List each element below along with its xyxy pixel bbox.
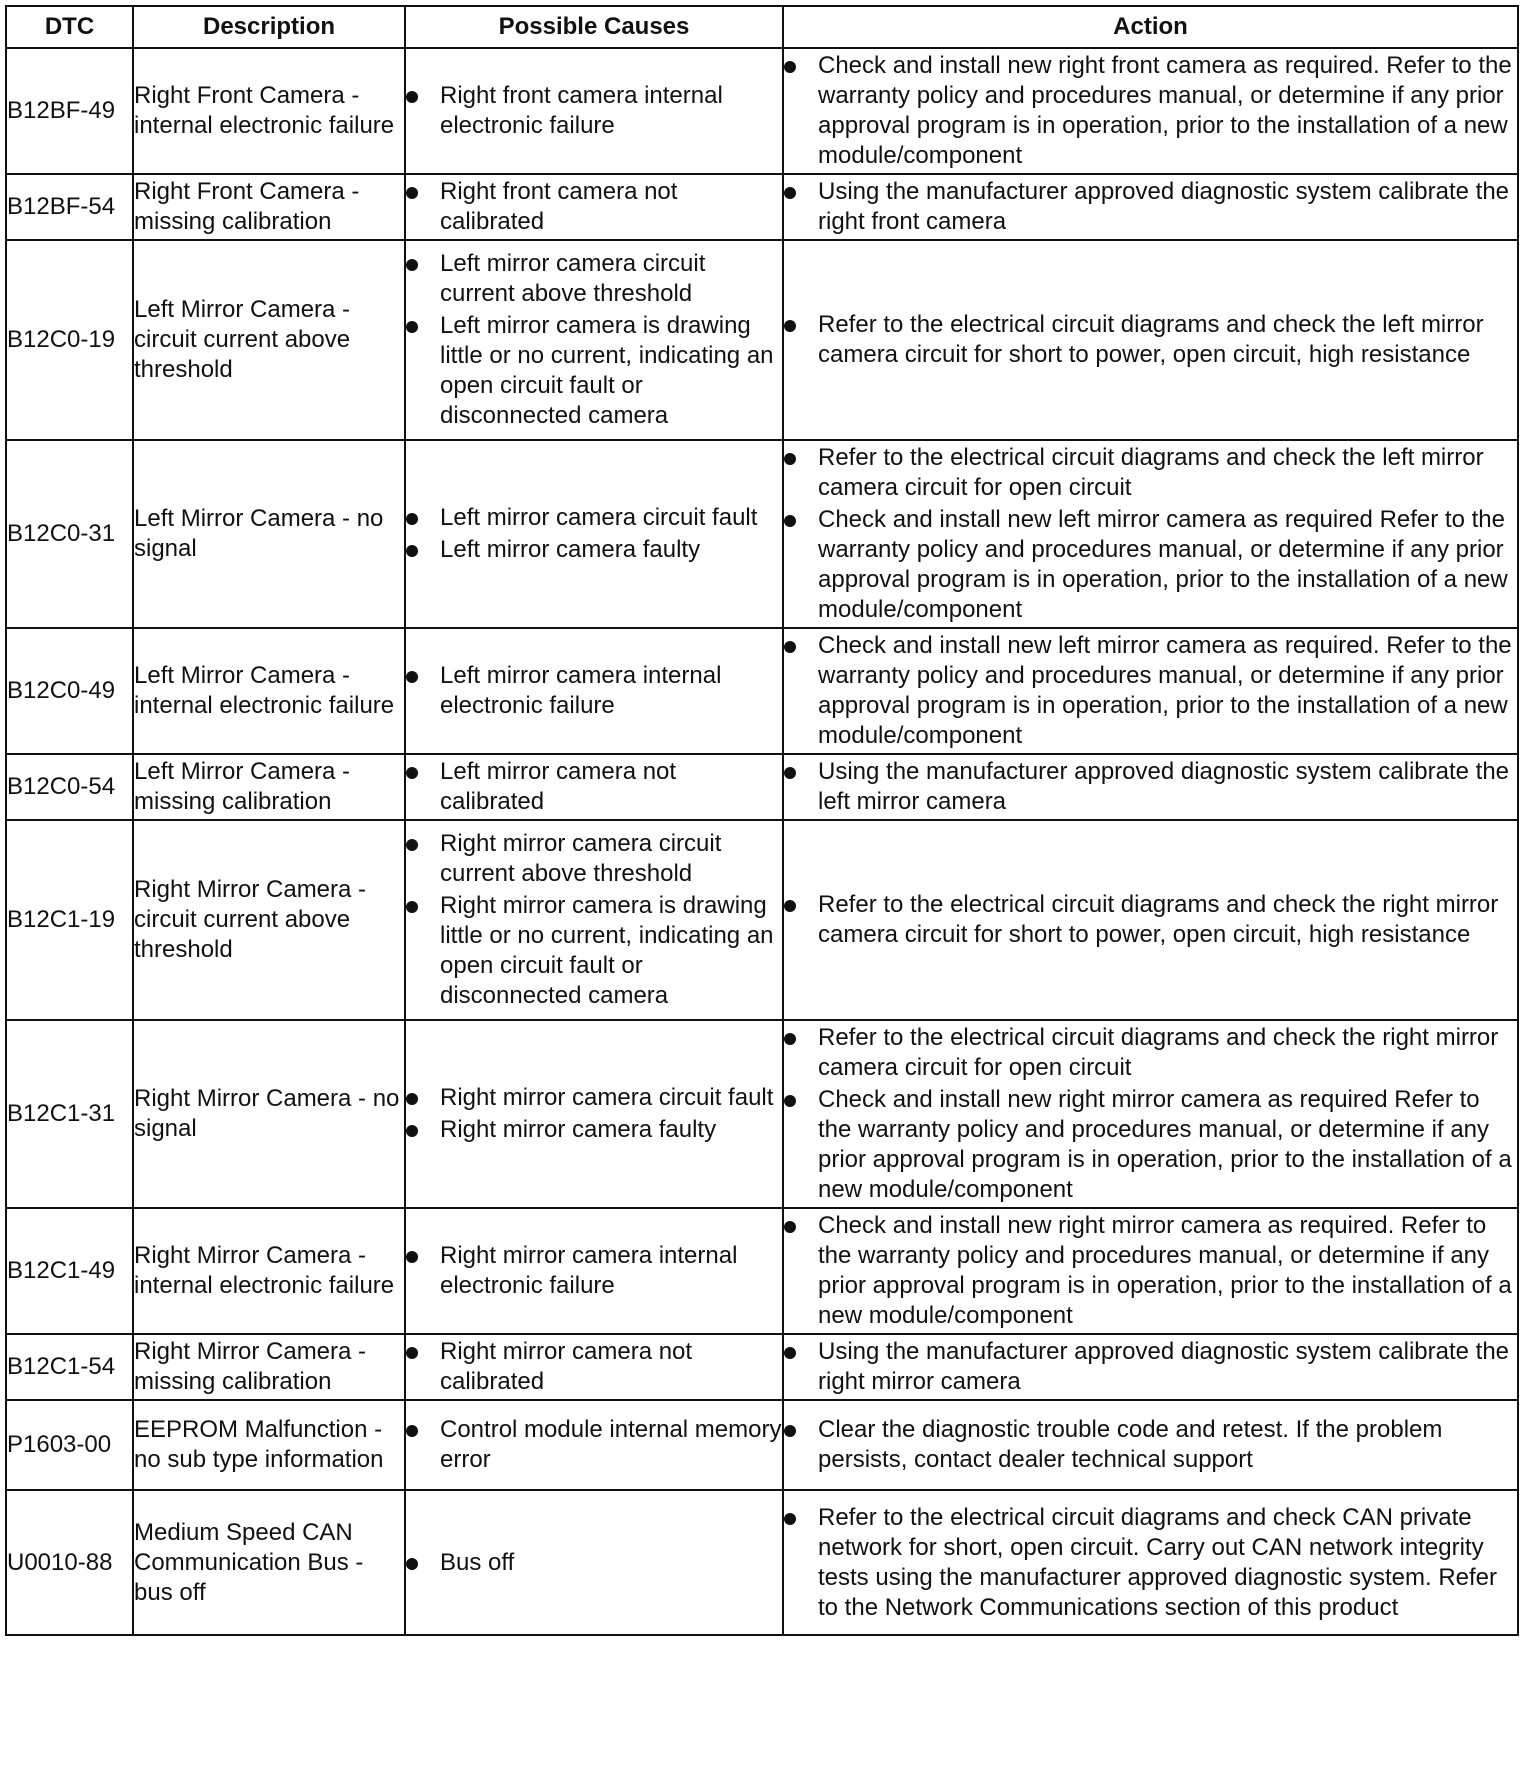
- action-cell: [783, 628, 1518, 754]
- action-item: Clear the diagnostic trouble code and retest. If the problem persists, contact dealer technical support: [784, 1415, 1517, 1475]
- actions-list: [784, 1337, 1517, 1397]
- dtc-description: Right Mirror Camera - no signal: [133, 1020, 405, 1208]
- dtc-code: B12C0-49: [6, 628, 133, 754]
- actions-list: [784, 757, 1517, 817]
- possible-causes-cell: [405, 628, 783, 754]
- table-row: [6, 628, 1518, 754]
- dtc-code: B12C1-19: [6, 820, 133, 1020]
- causes-list: [406, 249, 782, 431]
- header-row: [6, 6, 1518, 48]
- table-row: [6, 440, 1518, 628]
- table-row: [6, 240, 1518, 440]
- header-dtc: DTC: [6, 6, 133, 48]
- dtc-description: EEPROM Malfunction - no sub type information: [133, 1400, 405, 1490]
- dtc-description: Right Mirror Camera - circuit current above threshold: [133, 820, 405, 1020]
- causes-list: [406, 829, 782, 1011]
- dtc-code: B12C0-54: [6, 754, 133, 820]
- cause-item: Right mirror camera circuit current above threshold: [406, 829, 782, 889]
- table-row: [6, 1334, 1518, 1400]
- actions-list: [784, 177, 1517, 237]
- possible-causes-cell: [405, 1334, 783, 1400]
- causes-list: [406, 81, 782, 141]
- cause-item: Left mirror camera not calibrated: [406, 757, 782, 817]
- possible-causes-cell: [405, 754, 783, 820]
- possible-causes-cell: [405, 1020, 783, 1208]
- action-item: Check and install new right front camera as required. Refer to the warranty policy and procedures manual, or determine if any prior approval program is in operation, prior to the installation of a new module/component: [784, 51, 1517, 171]
- table-row: [6, 48, 1518, 174]
- cause-item: Right front camera internal electronic failure: [406, 81, 782, 141]
- action-cell: [783, 820, 1518, 1020]
- action-item: Check and install new right mirror camera as required Refer to the warranty policy and procedures manual, or determine if any prior approval program is in operation, prior to the installation of a new module/component: [784, 1085, 1517, 1205]
- possible-causes-cell: [405, 240, 783, 440]
- action-cell: [783, 754, 1518, 820]
- dtc-code: B12C0-31: [6, 440, 133, 628]
- action-cell: [783, 174, 1518, 240]
- action-item: Check and install new left mirror camera as required Refer to the warranty policy and procedures manual, or determine if any prior approval program is in operation, prior to the installation of a new module/component: [784, 505, 1517, 625]
- dtc-code: B12C0-19: [6, 240, 133, 440]
- dtc-description: Right Mirror Camera - internal electronic failure: [133, 1208, 405, 1334]
- dtc-code: B12BF-49: [6, 48, 133, 174]
- cause-item: Left mirror camera faulty: [406, 535, 782, 565]
- action-item: Check and install new left mirror camera as required. Refer to the warranty policy and procedures manual, or determine if any prior approval program is in operation, prior to the installation of a new module/component: [784, 631, 1517, 751]
- dtc-code: B12C1-31: [6, 1020, 133, 1208]
- actions-list: [784, 890, 1517, 950]
- cause-item: Left mirror camera circuit fault: [406, 503, 782, 533]
- cause-item: Right mirror camera not calibrated: [406, 1337, 782, 1397]
- actions-list: [784, 631, 1517, 751]
- cause-item: Right front camera not calibrated: [406, 177, 782, 237]
- dtc-code: B12C1-54: [6, 1334, 133, 1400]
- causes-list: [406, 1337, 782, 1397]
- possible-causes-cell: [405, 1208, 783, 1334]
- cause-item: Left mirror camera is drawing little or no current, indicating an open circuit fault or disconnected camera: [406, 311, 782, 431]
- header-action: Action: [783, 6, 1518, 48]
- possible-causes-cell: [405, 48, 783, 174]
- dtc-description: Left Mirror Camera - circuit current above threshold: [133, 240, 405, 440]
- table-row: [6, 820, 1518, 1020]
- table-row: [6, 1400, 1518, 1490]
- action-cell: [783, 1020, 1518, 1208]
- action-cell: [783, 1400, 1518, 1490]
- dtc-description: Left Mirror Camera - no signal: [133, 440, 405, 628]
- cause-item: Right mirror camera faulty: [406, 1115, 782, 1145]
- action-item: Using the manufacturer approved diagnostic system calibrate the right mirror camera: [784, 1337, 1517, 1397]
- causes-list: [406, 661, 782, 721]
- actions-list: [784, 310, 1517, 370]
- causes-list: [406, 757, 782, 817]
- table-body: [6, 48, 1518, 1635]
- action-cell: [783, 1490, 1518, 1635]
- dtc-description: Right Front Camera - missing calibration: [133, 174, 405, 240]
- action-item: Refer to the electrical circuit diagrams and check the right mirror camera circuit for short to power, open circuit, high resistance: [784, 890, 1517, 950]
- action-item: Refer to the electrical circuit diagrams and check the left mirror camera circuit for open circuit: [784, 443, 1517, 503]
- causes-list: [406, 177, 782, 237]
- dtc-description: Left Mirror Camera - internal electronic failure: [133, 628, 405, 754]
- dtc-description: Medium Speed CAN Communication Bus - bus off: [133, 1490, 405, 1635]
- dtc-description: Right Mirror Camera - missing calibration: [133, 1334, 405, 1400]
- possible-causes-cell: [405, 820, 783, 1020]
- header-possible-causes: Possible Causes: [405, 6, 783, 48]
- dtc-description: Right Front Camera - internal electronic failure: [133, 48, 405, 174]
- cause-item: Control module internal memory error: [406, 1415, 782, 1475]
- dtc-description: Left Mirror Camera - missing calibration: [133, 754, 405, 820]
- action-item: Using the manufacturer approved diagnostic system calibrate the left mirror camera: [784, 757, 1517, 817]
- cause-item: Right mirror camera circuit fault: [406, 1083, 782, 1113]
- table-row: [6, 1490, 1518, 1635]
- table-row: [6, 754, 1518, 820]
- causes-list: [406, 1241, 782, 1301]
- causes-list: [406, 1548, 782, 1578]
- possible-causes-cell: [405, 1400, 783, 1490]
- actions-list: [784, 1503, 1517, 1623]
- actions-list: [784, 1415, 1517, 1475]
- action-cell: [783, 1208, 1518, 1334]
- causes-list: [406, 503, 782, 565]
- table-row: [6, 174, 1518, 240]
- action-item: Check and install new right mirror camera as required. Refer to the warranty policy and procedures manual, or determine if any prior approval program is in operation, prior to the installation of a new module/component: [784, 1211, 1517, 1331]
- dtc-code: B12BF-54: [6, 174, 133, 240]
- header-description: Description: [133, 6, 405, 48]
- dtc-code: B12C1-49: [6, 1208, 133, 1334]
- table-row: [6, 1208, 1518, 1334]
- action-cell: [783, 440, 1518, 628]
- dtc-code: U0010-88: [6, 1490, 133, 1635]
- action-item: Refer to the electrical circuit diagrams and check CAN private network for short, open circuit. Carry out CAN network integrity tests using the manufacturer approved diagnostic system. Refer to the Network Communications section of this product: [784, 1503, 1517, 1623]
- cause-item: Right mirror camera internal electronic failure: [406, 1241, 782, 1301]
- action-cell: [783, 1334, 1518, 1400]
- actions-list: [784, 443, 1517, 625]
- action-cell: [783, 240, 1518, 440]
- actions-list: [784, 51, 1517, 171]
- possible-causes-cell: [405, 1490, 783, 1635]
- action-item: Refer to the electrical circuit diagrams and check the left mirror camera circuit for short to power, open circuit, high resistance: [784, 310, 1517, 370]
- actions-list: [784, 1211, 1517, 1331]
- cause-item: Left mirror camera circuit current above threshold: [406, 249, 782, 309]
- cause-item: Bus off: [406, 1548, 782, 1578]
- table-row: [6, 1020, 1518, 1208]
- action-cell: [783, 48, 1518, 174]
- causes-list: [406, 1083, 782, 1145]
- possible-causes-cell: [405, 440, 783, 628]
- action-item: Refer to the electrical circuit diagrams and check the right mirror camera circuit for open circuit: [784, 1023, 1517, 1083]
- dtc-table: [5, 5, 1519, 1636]
- causes-list: [406, 1415, 782, 1475]
- dtc-code: P1603-00: [6, 1400, 133, 1490]
- cause-item: Right mirror camera is drawing little or no current, indicating an open circuit fault or disconnected camera: [406, 891, 782, 1011]
- cause-item: Left mirror camera internal electronic failure: [406, 661, 782, 721]
- actions-list: [784, 1023, 1517, 1205]
- possible-causes-cell: [405, 174, 783, 240]
- action-item: Using the manufacturer approved diagnostic system calibrate the right front camera: [784, 177, 1517, 237]
